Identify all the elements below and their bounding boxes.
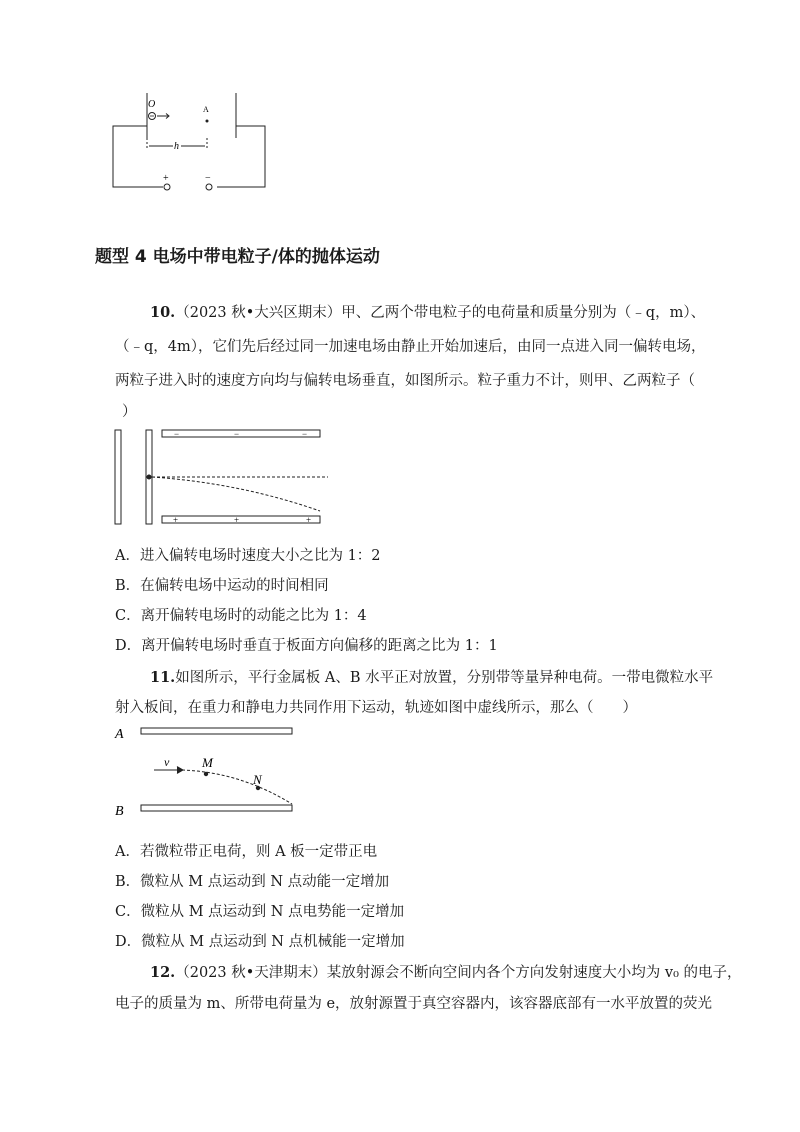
fig2-minus-2: − [234, 429, 240, 439]
fig3-label-a: A [115, 727, 124, 742]
q10-line2: （﹣q，4m），它们先后经过同一加速电场由静止开始加速后，由同一点进入同一偏转电场， [115, 339, 706, 355]
q10-option-d: D．离开偏转电场时垂直于板面方向偏移的距离之比为 1：1 [115, 638, 498, 654]
q11-option-a: A．若微粒带正电荷，则 A 板一定带正电 [115, 844, 378, 860]
q12-line2: 电子的质量为 m、所带电荷量为 e，放射源置于真空容器内，该容器底部有一水平放置的荧光 [115, 996, 713, 1012]
fig3-label-n: N [253, 772, 262, 787]
q12-line1 [150, 963, 742, 983]
q11-line1 [150, 668, 713, 688]
q12-text-1: （2023 秋•天津期末）某放射源会不断向空间内各个方向发射速度大小均为 v₀ 的电子， [175, 965, 742, 981]
q10-option-c: C．离开偏转电场时的动能之比为 1：4 [115, 608, 367, 624]
q11-option-c: C．微粒从 M 点运动到 N 点电势能一定增加 [115, 904, 405, 920]
fig1-label-minus: − [205, 173, 211, 184]
q12-number: 12. [150, 964, 176, 981]
q10-line1 [150, 303, 705, 323]
section-heading: 题型 4 电场中带电粒子/体的抛体运动 [95, 247, 380, 267]
fig1-label-a: A [203, 105, 209, 114]
q11-option-d: D．微粒从 M 点运动到 N 点机械能一定增加 [115, 934, 405, 950]
q10-line3: 两粒子进入时的速度方向均与偏转电场垂直，如图所示。粒子重力不计，则甲、乙两粒子（ [115, 373, 695, 389]
fig2-minus-1: − [174, 429, 180, 439]
fig1-label-o: O [148, 99, 156, 110]
fig1-label-plus: + [163, 173, 169, 184]
fig3-label-m: M [202, 755, 213, 770]
fig3-label-v: v [164, 755, 170, 769]
q10-option-a: A．进入偏转电场时速度大小之比为 1：2 [115, 548, 381, 564]
figure-parallel-plates [110, 722, 310, 822]
q10-option-b: B．在偏转电场中运动的时间相同 [115, 578, 329, 594]
fig1-label-h: h [174, 141, 179, 152]
q10-number: 10. [150, 304, 176, 321]
q10-line4: ） [122, 404, 137, 420]
q11-number: 11. [150, 669, 176, 686]
q11-option-b: B．微粒从 M 点运动到 N 点动能一定增加 [115, 874, 390, 890]
q11-text-1: 如图所示，平行金属板 A、B 水平正对放置，分别带等量异种电荷。一带电微粒水平 [175, 670, 714, 686]
figure-capacitor-circuit [105, 88, 275, 193]
fig2-plus-2: + [234, 515, 240, 525]
fig3-label-b: B [115, 804, 124, 819]
figure-deflection-field [110, 425, 330, 530]
q11-line2: 射入板间，在重力和静电力共同作用下运动，轨迹如图中虚线所示，那么（ ） [115, 700, 637, 716]
fig2-plus-1: + [173, 515, 179, 525]
fig2-plus-3: + [306, 515, 312, 525]
fig2-minus-3: − [302, 429, 308, 439]
q10-text-1: （2023 秋•大兴区期末）甲、乙两个带电粒子的电荷量和质量分别为（﹣q，m）、 [175, 305, 706, 321]
